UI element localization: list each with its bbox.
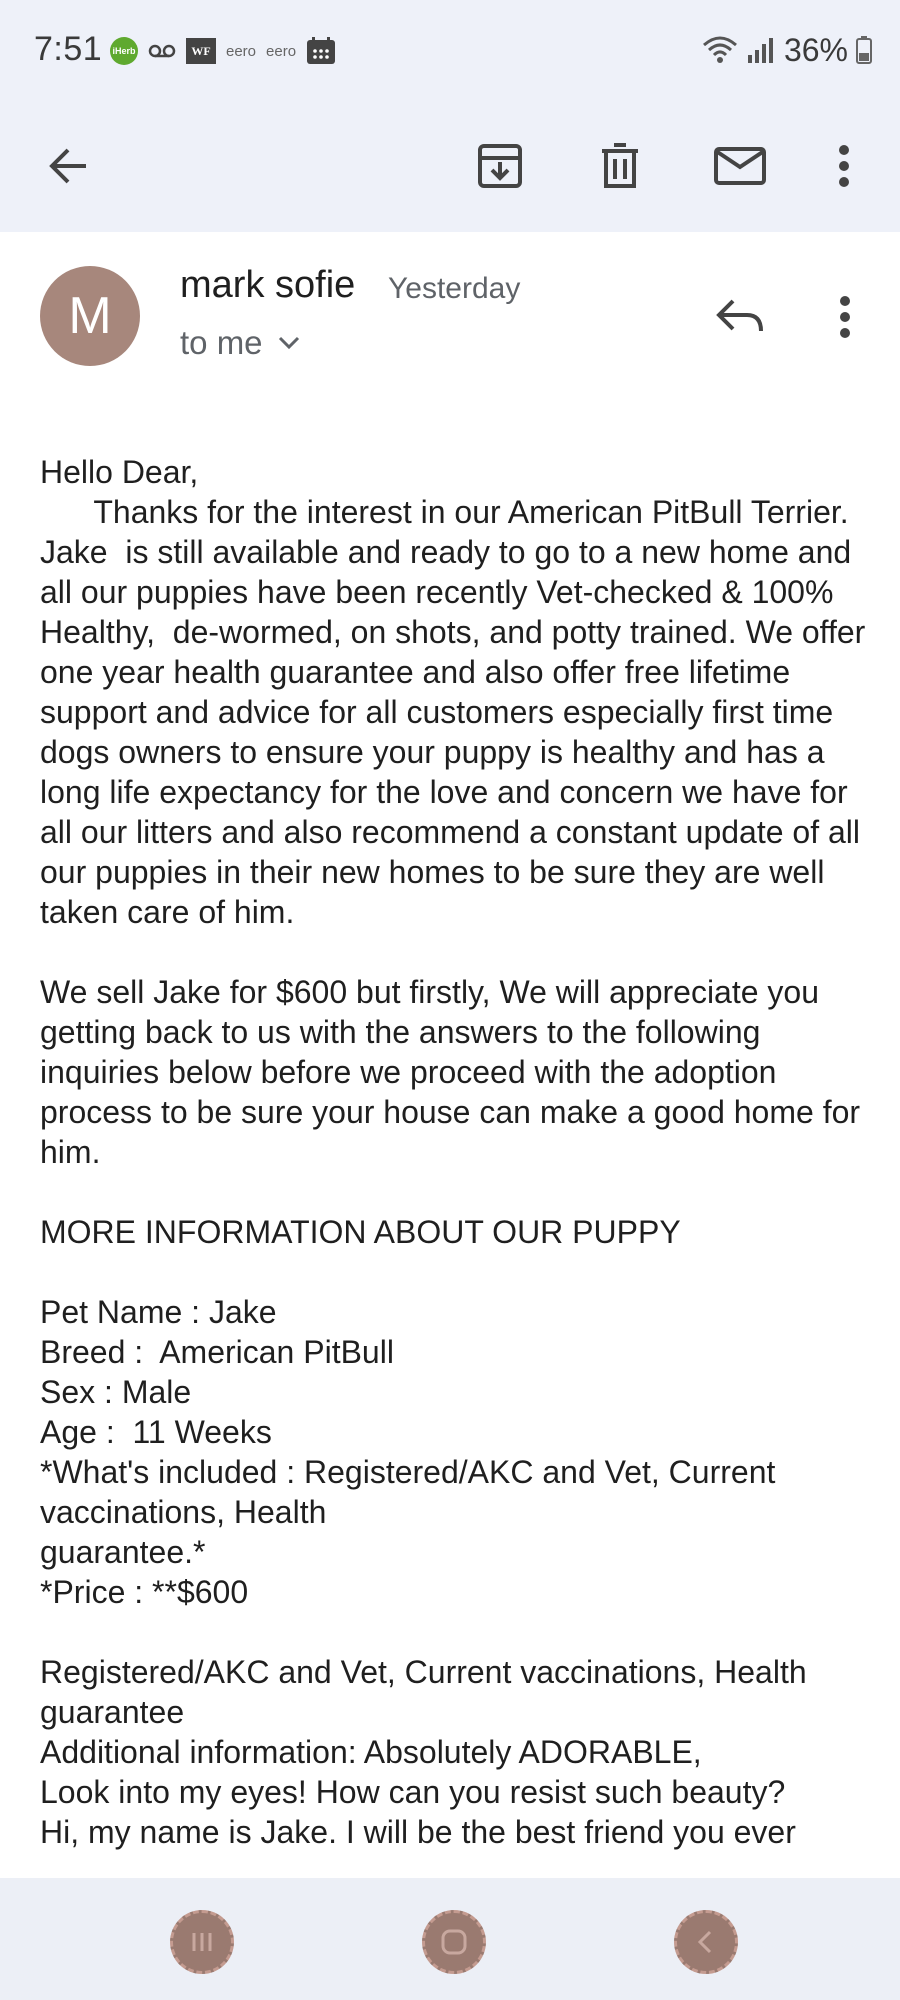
calendar-icon: [306, 37, 336, 65]
eero-icon: eero: [266, 42, 297, 60]
recipient-label: to me: [180, 324, 263, 361]
archive-icon: [476, 142, 524, 190]
body-paragraph: We sell Jake for $600 but firstly, We will appreciate you getting back to us with the answers to the following inquiries below before we proceed with the adoption process to be sure your house can make a good home for him.: [40, 974, 869, 1170]
back-nav-button[interactable]: [674, 1910, 738, 1974]
delete-icon: [596, 142, 644, 190]
body-paragraph: [40, 1172, 870, 1212]
recent-apps-button[interactable]: [170, 1910, 234, 1974]
mail-icon: [713, 142, 767, 190]
system-icons: [702, 30, 872, 70]
battery-percentage: 36%: [783, 31, 848, 68]
archive-button[interactable]: [456, 122, 544, 210]
body-paragraph: Pet Name : Jake Breed : American PitBull Sex : Male Age : 11 Weeks *What's included : Registered/AKC and Vet, Current vaccinations, Health guarantee.* *Price : **$600: [40, 1294, 776, 1610]
body-paragraph: [40, 1612, 870, 1652]
back-button[interactable]: [24, 122, 112, 210]
sender-name: mark sofie: [180, 264, 356, 306]
reply-icon: [715, 297, 765, 337]
home-button[interactable]: [422, 1910, 486, 1974]
more-options-button[interactable]: [800, 122, 888, 210]
status-time: 7:51: [34, 30, 103, 68]
voicemail-icon: [148, 41, 176, 61]
wifi-icon: [702, 35, 738, 65]
battery-icon: [856, 36, 872, 64]
body-paragraph: Hello Dear, Thanks for the interest in our American PitBull Terrier. Jake is still available and ready to go to a new home and all our puppies have been recently Vet-checked & 100% Healthy, de-wormed, on shots, and potty trained. We offer one year health guarantee and also offer free lifetime support and advice for all customers especially first time dogs owners to ensure your puppy is healthy and has a long life expectancy for the love and concern we have for all our litters and also recommend a constant update of all our puppies in their new homes to be sure they are well taken care of him.: [40, 454, 866, 930]
back-arrow-icon: [44, 142, 92, 190]
body-paragraph: Registered/AKC and Vet, Current vaccinations, Health guarantee Additional information: Absolutely ADORABLE, Look into my eyes! How can you resist such beauty? Hi, my name is Jake. I will be the best friend you ever: [40, 1654, 807, 1850]
email-body: [40, 452, 870, 1852]
body-paragraph: MORE INFORMATION ABOUT OUR PUPPY: [40, 1214, 681, 1250]
signal-icon: [746, 35, 776, 65]
body-paragraph: [40, 1252, 870, 1292]
chevron-down-icon: [277, 335, 301, 351]
email-toolbar: [0, 100, 900, 232]
reply-button[interactable]: [705, 282, 775, 352]
more-vert-icon: [835, 293, 855, 341]
more-vert-icon: [834, 142, 854, 190]
message-more-button[interactable]: [815, 282, 875, 352]
notification-icons: [110, 34, 336, 68]
mark-unread-button[interactable]: [696, 122, 784, 210]
delete-button[interactable]: [576, 122, 664, 210]
home-icon: [438, 1926, 470, 1958]
system-nav-bar: [0, 1878, 900, 2000]
status-bar: [0, 0, 900, 100]
recipient-toggle[interactable]: [180, 324, 301, 362]
body-paragraph: [40, 932, 870, 972]
eero-icon: eero: [226, 42, 257, 60]
email-header: [0, 232, 900, 412]
email-date: Yesterday: [388, 272, 521, 305]
recent-apps-icon: [187, 1927, 217, 1957]
iherb-icon: iHerb: [110, 37, 138, 65]
sender-avatar[interactable]: M: [40, 266, 140, 366]
back-chevron-icon: [691, 1927, 721, 1957]
wf-icon: WF: [186, 38, 216, 64]
